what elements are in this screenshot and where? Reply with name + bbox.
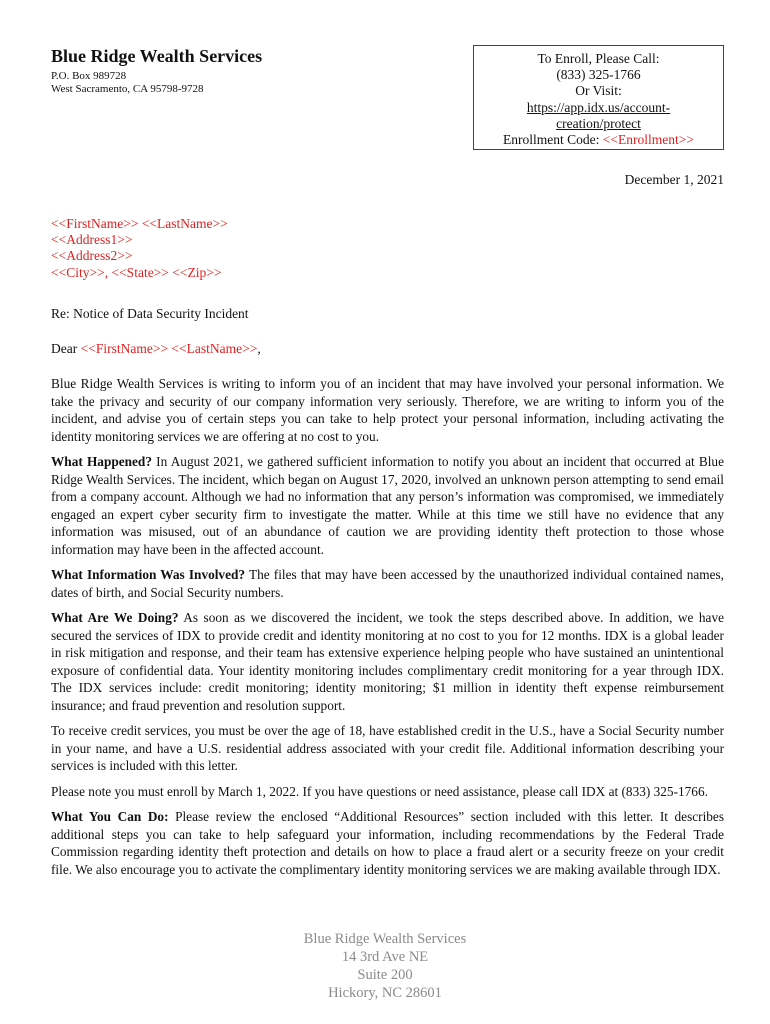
enrollment-code-value: <<Enrollment>>	[602, 132, 694, 148]
salutation	[51, 341, 261, 357]
heading-what-you-can-do: What You Can Do:	[51, 809, 169, 824]
sender-address-line2: West Sacramento, CA 95798-9728	[51, 83, 204, 95]
footer-suite: Suite 200	[357, 967, 413, 983]
paragraph-information-involved	[51, 566, 724, 601]
heading-information-involved: What Information Was Involved?	[51, 567, 246, 582]
enrollment-box	[473, 45, 724, 150]
letter-body	[51, 375, 724, 886]
enrollment-code-line	[474, 132, 723, 148]
paragraph-what-happened	[51, 453, 724, 558]
recipient-address	[51, 216, 228, 281]
paragraph-enroll-note: Please note you must enroll by March 1, 2022. If you have questions or need assistance, please call IDX at (833) 325-1766.	[51, 783, 708, 799]
text-what-happened: In August 2021, we gathered sufficient information to notify you about an incident that occurred at Blue Ridge Wealth Services. The incident, which began on August 17, 2020, involved an unknown person attempting to send email from a company account. Although we had no information that any person’s information was compromised, we immediately engaged an expert cyber security firm to investigate the matter. While at this time we still have no evidence that any information was misused, out of an abundance of caution we are providing identity theft protection to those whose information may have been in the affected account.	[51, 454, 724, 557]
re-line: Re: Notice of Data Security Incident	[51, 306, 249, 321]
paragraph-what-you-can-do	[51, 808, 724, 878]
footer-address	[0, 930, 770, 1002]
footer-street: 14 3rd Ave NE	[341, 949, 429, 965]
letter-date: December 1, 2021	[624, 172, 724, 187]
footer-company-name: Blue Ridge Wealth Services	[303, 931, 467, 947]
footer-city: Hickory, NC 28601	[328, 985, 442, 1001]
enrollment-code-label: Enrollment Code:	[503, 132, 603, 148]
salutation-name: <<FirstName>> <<LastName>>	[80, 341, 258, 356]
text-information-involved: The files that may have been accessed by the unauthorized individual contained names, dates of birth, and Social Security numbers.	[51, 567, 724, 600]
recipient-city-line: <<City>>, <<State>> <<Zip>>	[51, 264, 222, 280]
recipient-name: <<FirstName>> <<LastName>>	[51, 216, 228, 231]
paragraph-what-are-we-doing	[51, 609, 724, 714]
salutation-prefix: Dear	[51, 341, 81, 356]
paragraph-intro: Blue Ridge Wealth Services is writing to inform you of an incident that may have involved your personal information. We take the privacy and security of our company information very seriously. Therefore, we are writing to inform you of the incident, and advise you of certain steps you can take to help protect your personal information, including activating the identity monitoring services we are offering at no cost to you.	[51, 376, 724, 444]
recipient-address1: <<Address1>>	[51, 232, 133, 248]
sender-name: Blue Ridge Wealth Services	[51, 46, 263, 66]
text-what-are-we-doing: As soon as we discovered the incident, we took the steps described above. In addition, we have secured the services of IDX to provide credit and identity monitoring at no cost to you for 12 months. IDX is a global leader in risk mitigation and response, and their team has extensive experience helping people who have sustained an unintentional exposure of confidential data. Your identity monitoring includes complimentary credit monitoring for a year through IDX. The IDX services include: credit monitoring; identity monitoring; $1 million in identity theft expense reimbursement insurance; and fraud prevention and resolution support.	[51, 610, 724, 713]
enroll-url-line1[interactable]: https://app.idx.us/account-	[526, 99, 671, 115]
salutation-suffix: ,	[257, 341, 261, 356]
paragraph-credit-services: To receive credit services, you must be over the age of 18, have established credit in the U.S., have a Social Security number in your name, and have a U.S. residential address associated with your credit file. Additional information describing your services is included with this letter.	[51, 723, 724, 773]
enroll-url-line2[interactable]: creation/protect	[556, 115, 641, 131]
heading-what-are-we-doing: What Are We Doing?	[51, 610, 179, 625]
enroll-visit-label: Or Visit:	[575, 83, 622, 99]
heading-what-happened: What Happened?	[51, 454, 152, 469]
sender-block	[51, 46, 262, 96]
recipient-address2: <<Address2>>	[51, 248, 133, 264]
text-what-you-can-do: Please review the enclosed “Additional Resources” section included with this letter. It describes additional steps you can take to help safeguard your information, including recommendations by the Federal Trade Commission regarding identity theft protection and details on how to place a fraud alert or a security freeze on your credit file. We also encourage you to activate the complimentary identity monitoring services we are making available through IDX.	[51, 809, 724, 877]
sender-address-line1: P.O. Box 989728	[51, 70, 127, 82]
enroll-phone: (833) 325-1766	[556, 67, 641, 83]
enroll-call-label: To Enroll, Please Call:	[537, 51, 660, 66]
